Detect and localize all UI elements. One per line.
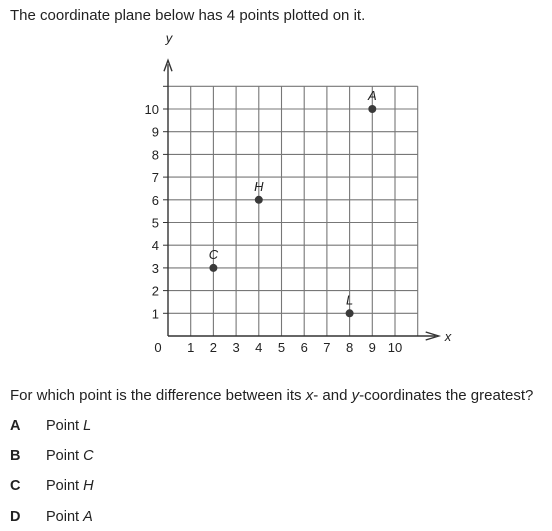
choice-letter: D: [10, 509, 21, 525]
point-h: [255, 196, 263, 204]
y-tick-label: 1: [151, 306, 159, 322]
question-part: - and: [313, 387, 352, 404]
y-tick-label: 9: [151, 124, 159, 140]
y-tick-label: 4: [151, 238, 159, 254]
choice-letter: B: [10, 448, 21, 464]
x-tick-label: 10: [387, 340, 403, 355]
choice-point: C: [83, 448, 94, 464]
choice-word: Point: [46, 478, 80, 494]
tick-labels: [145, 102, 403, 355]
choice-c[interactable]: [10, 478, 94, 494]
x-variable: x: [305, 387, 314, 404]
y-variable: y: [351, 387, 360, 404]
choice-d[interactable]: [10, 509, 93, 525]
point-c: [209, 264, 217, 272]
y-tick-label: 5: [151, 215, 159, 231]
x-axis-label: x: [444, 329, 452, 344]
choice-point: A: [83, 509, 93, 525]
x-tick-label: 3: [232, 340, 240, 355]
x-tick-label: 4: [255, 340, 263, 355]
choice-point: L: [83, 418, 92, 434]
intro-text: The coordinate plane below has 4 points plotted on it.: [10, 7, 366, 24]
point-a: [368, 105, 376, 113]
choice-word: Point: [46, 418, 80, 434]
x-tick-label: 7: [323, 340, 331, 355]
point-label-c: C: [208, 246, 219, 262]
question-part: -coordinates the greatest?: [359, 387, 534, 404]
choice-letter: C: [10, 478, 21, 494]
y-tick-label: 6: [151, 192, 159, 208]
y-tick-label: 2: [151, 283, 159, 299]
y-tick-label: 8: [151, 147, 159, 163]
axes: [163, 30, 452, 344]
choice-word: Point: [46, 448, 80, 464]
y-tick-label: 7: [151, 170, 159, 186]
x-tick-label: 1: [187, 340, 195, 355]
grid: [168, 86, 418, 336]
choice-word: Point: [46, 509, 80, 525]
x-tick-label: 6: [300, 340, 308, 355]
x-tick-label: 0: [154, 340, 162, 355]
point-l: [346, 309, 354, 317]
y-tick-label: 3: [151, 260, 159, 276]
x-tick-label: 5: [277, 340, 286, 355]
x-tick-label: 8: [345, 340, 354, 355]
x-tick-label: 9: [368, 340, 376, 355]
choice-point: H: [83, 478, 94, 494]
question-part: For which point is the difference between its: [10, 387, 306, 404]
y-axis-label: y: [165, 30, 173, 46]
choice-a[interactable]: [10, 418, 91, 434]
x-tick-label: 2: [209, 340, 218, 355]
point-label-l: L: [345, 292, 354, 308]
choice-letter: A: [10, 418, 21, 434]
choice-b[interactable]: [10, 448, 94, 464]
y-tick-label: 10: [144, 102, 159, 117]
question-text: [10, 387, 533, 404]
points: [209, 88, 377, 317]
point-label-a: A: [367, 88, 377, 103]
point-label-h: H: [254, 178, 264, 194]
